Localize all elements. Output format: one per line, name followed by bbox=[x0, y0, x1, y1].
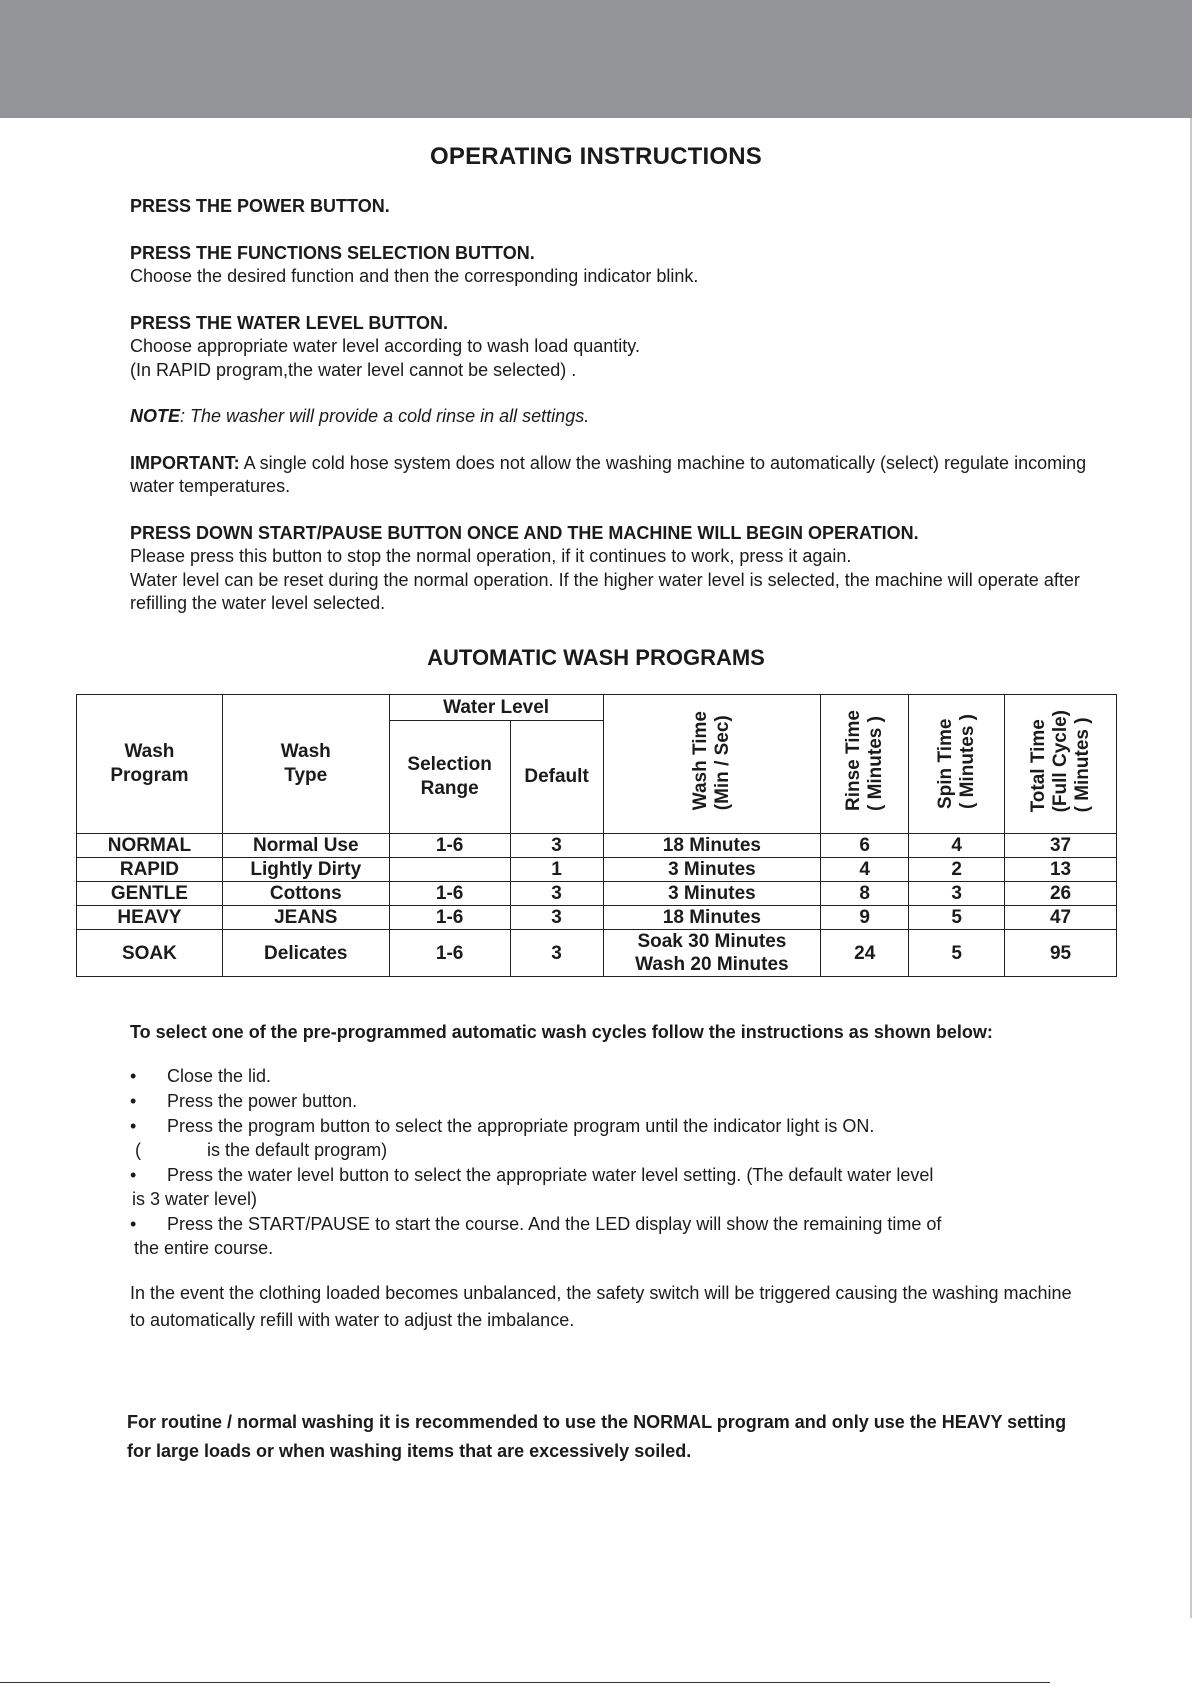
header-default: Default bbox=[510, 721, 603, 834]
note-text: : The washer will provide a cold rinse in all settings. bbox=[180, 406, 590, 426]
cell-range: 1-6 bbox=[389, 834, 510, 858]
list-item-text: Press the program button to select the appropriate program until the indicator light is ON. bbox=[167, 1116, 875, 1136]
cell-range bbox=[389, 858, 510, 882]
step-functions-heading: PRESS THE FUNCTIONS SELECTION BUTTON. bbox=[130, 242, 535, 263]
header-total-time-cell bbox=[1005, 695, 1117, 834]
header-wash-program: Wash Program bbox=[77, 695, 223, 834]
cell-total: 13 bbox=[1005, 858, 1117, 882]
note-paragraph bbox=[130, 405, 1090, 429]
header-rinse-time-cell bbox=[821, 695, 909, 834]
cell-wash: 3 Minutes bbox=[603, 858, 821, 882]
cell-program: NORMAL bbox=[77, 834, 223, 858]
cell-total: 95 bbox=[1005, 930, 1117, 977]
list-item-continuation bbox=[135, 1138, 1090, 1162]
table-row bbox=[77, 906, 1117, 930]
header-spin-time-cell bbox=[909, 695, 1005, 834]
header-wash-type: Wash Type bbox=[222, 695, 389, 834]
cell-program: RAPID bbox=[77, 858, 223, 882]
header-band bbox=[0, 0, 1192, 118]
paren-open: ( bbox=[135, 1140, 141, 1160]
list-item-continuation: the entire course. bbox=[134, 1238, 274, 1258]
step-power bbox=[130, 195, 1090, 219]
cell-spin: 3 bbox=[909, 882, 1005, 906]
cell-spin: 5 bbox=[909, 930, 1005, 977]
cell-spin: 5 bbox=[909, 906, 1005, 930]
cell-default: 3 bbox=[510, 882, 603, 906]
bullet-icon: • bbox=[130, 1091, 137, 1111]
step-start-text-1: Please press this button to stop the normal operation, if it continues to work, press it again. bbox=[130, 546, 852, 566]
page-title: OPERATING INSTRUCTIONS bbox=[430, 143, 762, 170]
list-item-continuation: is 3 water level) bbox=[132, 1189, 258, 1209]
note-label: NOTE bbox=[130, 406, 181, 426]
cell-type: Delicates bbox=[222, 930, 389, 977]
header-wash-time: Wash Time (Min / Sec) bbox=[689, 711, 733, 811]
important-paragraph bbox=[130, 452, 1090, 499]
table-row bbox=[77, 834, 1117, 858]
list-item bbox=[130, 1163, 1090, 1211]
bullet-icon: • bbox=[130, 1116, 137, 1136]
list-item-text: Press the water level button to select the appropriate water level setting. (The default water level bbox=[167, 1165, 934, 1185]
cell-rinse: 6 bbox=[821, 834, 909, 858]
cell-range: 1-6 bbox=[389, 882, 510, 906]
important bbox=[130, 452, 1090, 499]
selection-instructions bbox=[130, 1020, 1090, 1352]
recommendation: For routine / normal washing it is recommended to use the NORMAL program and only use the HEAVY setting for large loads or when washing items that are excessively soiled. bbox=[127, 1412, 1067, 1461]
cell-total: 37 bbox=[1005, 834, 1117, 858]
step-water-text-2: (In RAPID program,the water level cannot be selected) . bbox=[130, 359, 577, 380]
step-start-text-2: Water level can be reset during the normal operation. If the higher water level is selected, the machine will operate after refilling the water level selected. bbox=[130, 569, 1080, 613]
operating-steps bbox=[130, 195, 1090, 639]
table-row bbox=[77, 882, 1117, 906]
step-functions-text: Choose the desired function and then the corresponding indicator blink. bbox=[130, 266, 699, 286]
header-wash-time-cell bbox=[603, 695, 821, 834]
cell-wash: 18 Minutes bbox=[603, 834, 821, 858]
programs-title: AUTOMATIC WASH PROGRAMS bbox=[427, 645, 765, 670]
table-row bbox=[77, 930, 1117, 977]
cell-total: 47 bbox=[1005, 906, 1117, 930]
cell-range: 1-6 bbox=[389, 930, 510, 977]
cell-type: Normal Use bbox=[222, 834, 389, 858]
bullet-icon: • bbox=[130, 1214, 137, 1234]
cell-default: 3 bbox=[510, 930, 603, 977]
instructions-intro: To select one of the pre-programmed automatic wash cycles follow the instructions as shown below: bbox=[130, 1022, 993, 1042]
cell-type: Lightly Dirty bbox=[222, 858, 389, 882]
cell-program: HEAVY bbox=[77, 906, 223, 930]
cell-rinse: 9 bbox=[821, 906, 909, 930]
imbalance-note: In the event the clothing loaded becomes unbalanced, the safety switch will be triggered causing the washing machine to automatically refill with water to adjust the imbalance. bbox=[130, 1283, 1072, 1330]
cell-default: 3 bbox=[510, 834, 603, 858]
header-spin-time: Spin Time ( Minutes ) bbox=[934, 713, 978, 809]
step-start-heading: PRESS DOWN START/PAUSE BUTTON ONCE AND THE MACHINE WILL BEGIN OPERATION. bbox=[130, 522, 919, 543]
cell-rinse: 8 bbox=[821, 882, 909, 906]
default-program-text: is the default program) bbox=[207, 1140, 388, 1160]
cell-type: Cottons bbox=[222, 882, 389, 906]
header-selection-range: Selection Range bbox=[389, 721, 510, 834]
header-total-time: Total Time (Full Cycle) ( Minutes ) bbox=[1027, 709, 1093, 813]
step-functions bbox=[130, 242, 1090, 289]
note bbox=[130, 405, 1090, 429]
cell-spin: 2 bbox=[909, 858, 1005, 882]
cell-spin: 4 bbox=[909, 834, 1005, 858]
wash-programs-table bbox=[76, 694, 1117, 977]
cell-wash: 18 Minutes bbox=[603, 906, 821, 930]
step-water-heading: PRESS THE WATER LEVEL BUTTON. bbox=[130, 312, 449, 333]
cell-rinse: 24 bbox=[821, 930, 909, 977]
table-body bbox=[77, 834, 1117, 977]
cell-default: 3 bbox=[510, 906, 603, 930]
list-item bbox=[130, 1064, 1090, 1088]
cell-wash: Soak 30 Minutes Wash 20 Minutes bbox=[603, 930, 821, 977]
list-item bbox=[130, 1212, 1090, 1260]
cell-wash: 3 Minutes bbox=[603, 882, 821, 906]
cell-default: 1 bbox=[510, 858, 603, 882]
footer-rule bbox=[0, 1682, 1050, 1683]
important-text: A single cold hose system does not allow the washing machine to automatically (select) regulate incoming water temperatures. bbox=[130, 452, 1087, 496]
cell-range: 1-6 bbox=[389, 906, 510, 930]
instructions-list bbox=[130, 1064, 1090, 1260]
cell-program: GENTLE bbox=[77, 882, 223, 906]
bullet-icon: • bbox=[130, 1066, 137, 1086]
list-item bbox=[130, 1114, 1090, 1162]
bullet-icon: • bbox=[130, 1165, 137, 1185]
list-item-text: Close the lid. bbox=[167, 1066, 272, 1086]
list-item-text: Press the START/PAUSE to start the course. And the LED display will show the remaining time of bbox=[167, 1214, 942, 1234]
step-water-text-1: Choose appropriate water level according to wash load quantity. bbox=[130, 336, 640, 356]
cell-program: SOAK bbox=[77, 930, 223, 977]
list-item bbox=[130, 1089, 1090, 1113]
step-start bbox=[130, 522, 1090, 616]
header-water-level: Water Level bbox=[389, 695, 603, 721]
step-water bbox=[130, 312, 1090, 383]
cell-total: 26 bbox=[1005, 882, 1117, 906]
list-item-text: Press the power button. bbox=[167, 1091, 358, 1111]
important-label: IMPORTANT: bbox=[130, 452, 240, 473]
cell-type: JEANS bbox=[222, 906, 389, 930]
table-row bbox=[77, 858, 1117, 882]
header-rinse-time: Rinse Time ( Minutes ) bbox=[842, 710, 886, 812]
step-power-heading: PRESS THE POWER BUTTON. bbox=[130, 196, 390, 216]
cell-rinse: 4 bbox=[821, 858, 909, 882]
